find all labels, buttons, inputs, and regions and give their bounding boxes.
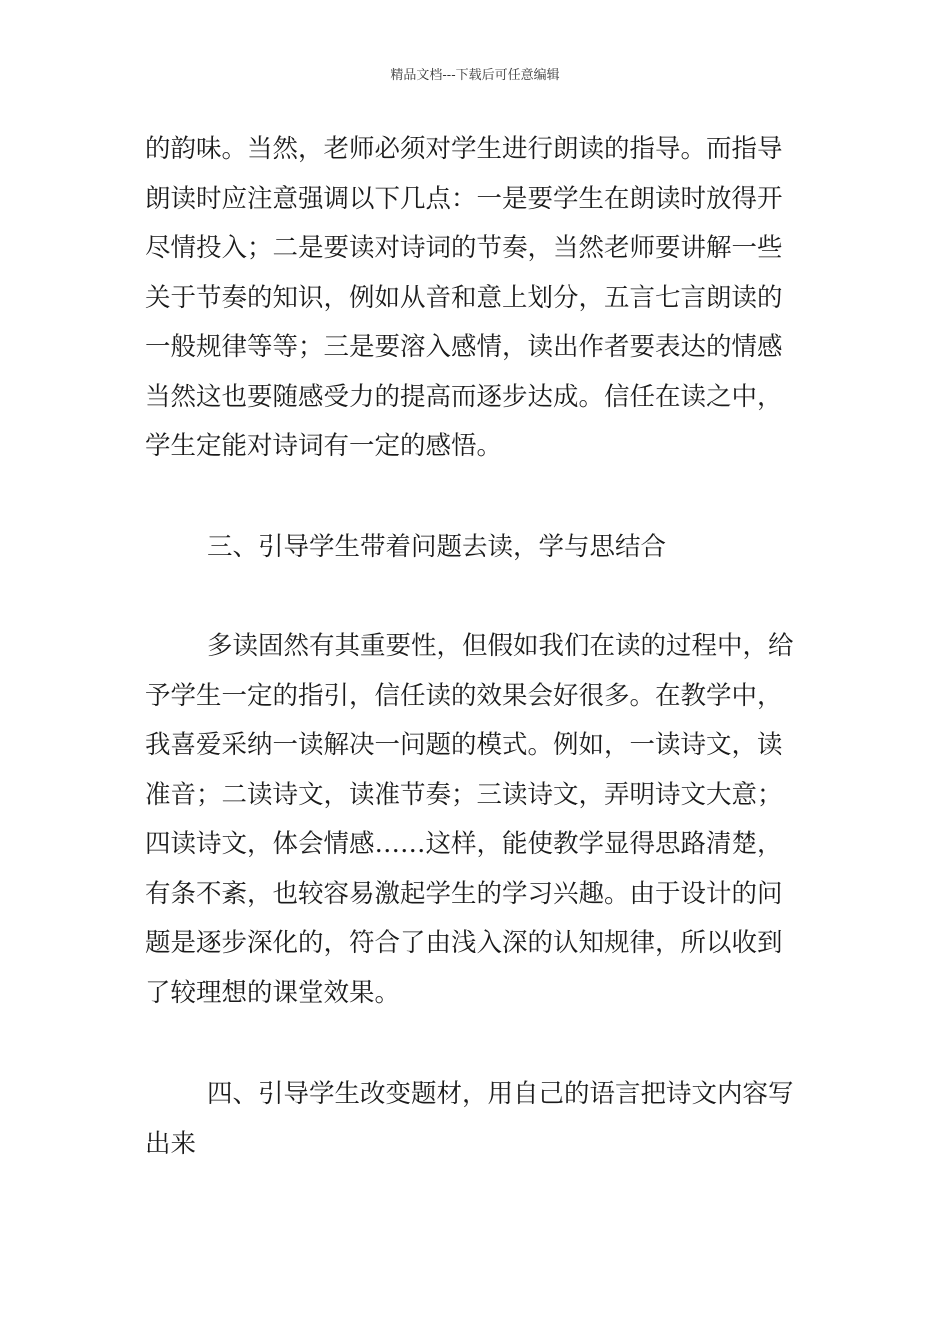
paragraph-line: 学生定能对诗词有一定的感悟。 bbox=[145, 431, 503, 461]
heading-line: 四、引导学生改变题材，用自己的语言把诗文内容写 bbox=[207, 1079, 794, 1109]
paragraph-1 bbox=[145, 125, 810, 472]
section-heading-4 bbox=[145, 1070, 810, 1169]
paragraph-line: 当然这也要随感受力的提高而逐步达成。信任在读之中， bbox=[145, 381, 783, 412]
paragraph-line: 我喜爱采纳一读解决一问题的模式。例如，一读诗文，读 bbox=[145, 730, 783, 760]
paragraph-line: 题是逐步深化的，符合了由浅入深的认知规律，所以收到 bbox=[145, 928, 783, 958]
heading-line: 出来 bbox=[145, 1128, 197, 1159]
paragraph-line: 的韵味。当然，老师必须对学生进行朗读的指导。而指导 bbox=[145, 134, 783, 164]
paragraph-line: 多读固然有其重要性，但假如我们在读的过程中，给 bbox=[207, 631, 794, 661]
paragraph-line: 四读诗文，体会情感……这样，能使教学显得思路清楚， bbox=[145, 829, 783, 859]
page-header: 精品文档---下载后可任意编辑 bbox=[390, 68, 560, 83]
paragraph-line: 尽情投入；二是要读对诗词的节奏，当然老师要讲解一些 bbox=[145, 233, 783, 263]
paragraph-line: 准音；二读诗文，读准节奏；三读诗文，弄明诗文大意； bbox=[145, 779, 783, 810]
paragraph-2 bbox=[145, 622, 810, 1018]
paragraph-line: 关于节奏的知识，例如从音和意上划分，五言七言朗读的 bbox=[145, 282, 783, 313]
paragraph-line: 一般规律等等；三是要溶入感情，读出作者要表达的情感 bbox=[145, 332, 783, 362]
heading-line: 三、引导学生带着问题去读，学与思结合 bbox=[207, 532, 667, 562]
paragraph-line: 了较理想的课堂效果。 bbox=[145, 977, 401, 1008]
paragraph-line: 予学生一定的指引，信任读的效果会好很多。在教学中， bbox=[145, 680, 783, 711]
section-heading-3 bbox=[145, 523, 810, 573]
paragraph-line: 朗读时应注意强调以下几点：一是要学生在朗读时放得开 bbox=[145, 183, 783, 214]
paragraph-line: 有条不紊，也较容易激起学生的学习兴趣。由于设计的问 bbox=[145, 878, 783, 909]
